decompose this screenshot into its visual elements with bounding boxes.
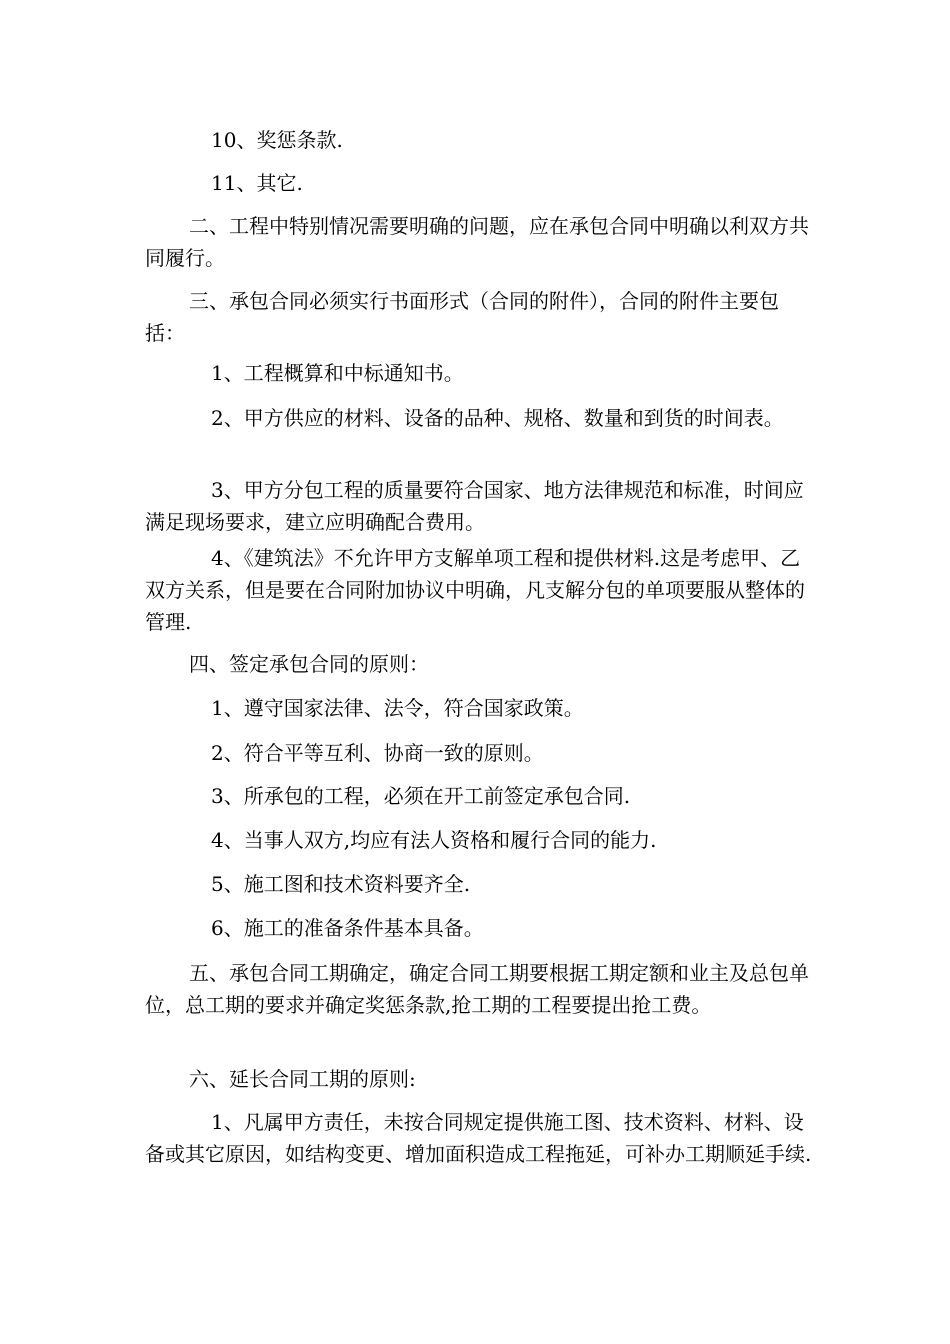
paragraph-attachment-4: 4、《建筑法》不允许甲方支解单项工程和提供材料.这是考虑甲、乙双方关系，但是要在合同附加协议中明确，凡支解分包的单项要服从整体的管理. [145, 546, 805, 634]
paragraph-principle-4: 4、当事人双方,均应有法人资格和履行合同的能力. [211, 828, 657, 852]
paragraph-item-10: 10、奖惩条款. [211, 128, 343, 152]
paragraph-section-2: 二、工程中特别情况需要明确的问题，应在承包合同中明确以利双方共同履行。 [145, 214, 809, 270]
paragraph-section-5: 五、承包合同工期确定，确定合同工期要根据工期定额和业主及总包单位，总工期的要求并确定奖惩条款,抢工期的工程要提出抢工费。 [145, 961, 809, 1017]
paragraph-section-4: 四、签定承包合同的原则： [189, 652, 429, 676]
paragraph-section-6: 六、延长合同工期的原则: [189, 1067, 416, 1091]
paragraph-attachment-2: 2、甲方供应的材料、设备的品种、规格、数量和到货的时间表。 [211, 406, 784, 430]
paragraph-principle-3: 3、所承包的工程，必须在开工前签定承包合同. [211, 784, 631, 808]
paragraph-principle-6: 6、施工的准备条件基本具备。 [211, 916, 484, 940]
paragraph-attachment-3: 3、甲方分包工程的质量要符合国家、地方法律规范和标准，时间应满足现场要求，建立应明确配合费用。 [145, 478, 804, 534]
paragraph-attachment-1: 1、工程概算和中标通知书。 [211, 361, 464, 385]
paragraph-extension-1: 1、凡属甲方责任，未按合同规定提供施工图、技术资料、材料、设备或其它原因，如结构变更、增加面积造成工程拖延，可补办工期顺延手续. [145, 1110, 812, 1166]
paragraph-principle-5: 5、施工图和技术资料要齐全. [211, 872, 471, 896]
paragraph-section-3: 三、承包合同必须实行书面形式（合同的附件），合同的附件主要包括： [145, 289, 779, 345]
paragraph-principle-2: 2、符合平等互利、协商一致的原则。 [211, 741, 544, 765]
paragraph-item-11: 11、其它. [211, 171, 303, 195]
paragraph-principle-1: 1、遵守国家法律、法令，符合国家政策。 [211, 696, 584, 720]
